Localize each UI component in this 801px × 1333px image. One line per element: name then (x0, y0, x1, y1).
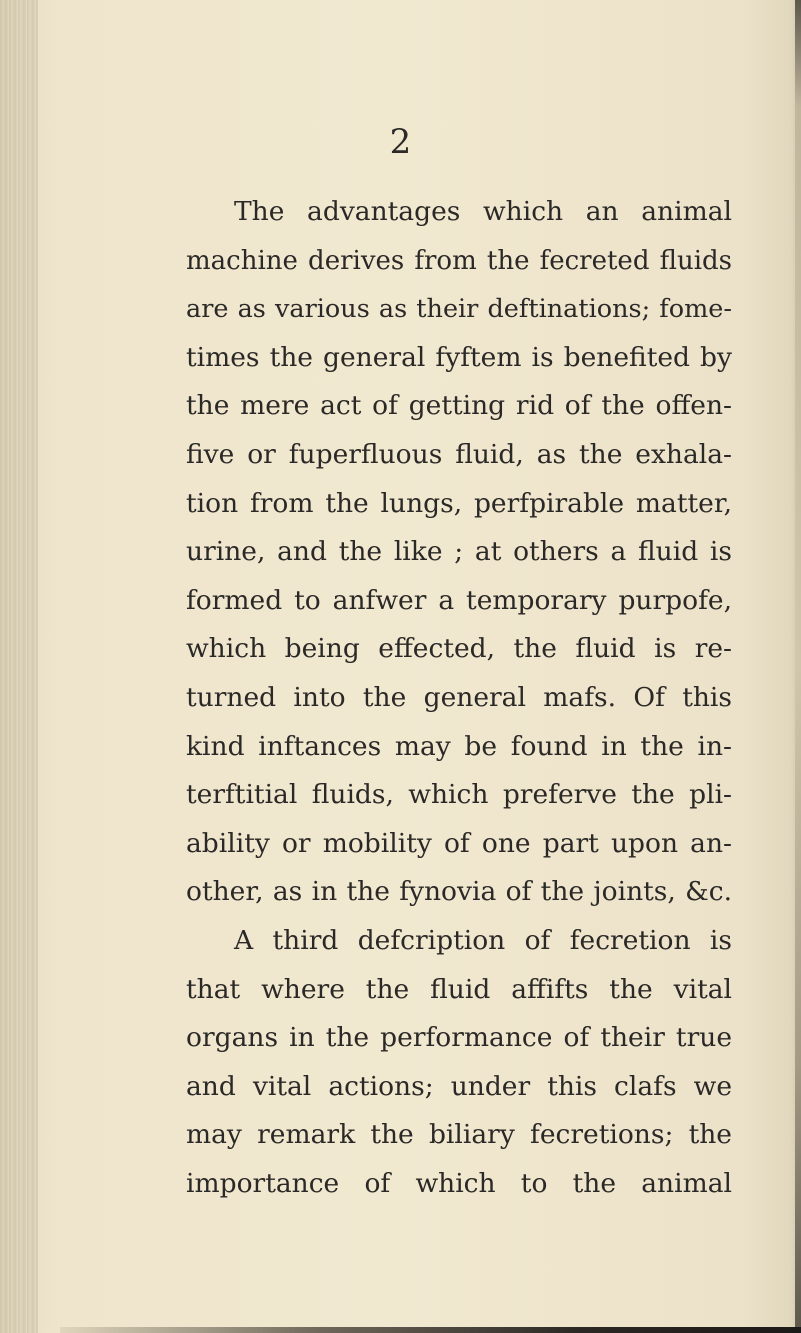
text-line: The advantages which an animal (234, 196, 732, 227)
text-line: that where the fluid affifts the vital (186, 973, 732, 1005)
text-line: the mere act of getting rid of the offen- (186, 390, 732, 422)
page-number: 2 (389, 122, 412, 162)
text-line: are as various as their deftinations; fome- (186, 294, 732, 325)
text-line: formed to anfwer a temporary purpofe, (186, 584, 732, 616)
page-edge-bottom (60, 1327, 801, 1333)
text-line: machine derives from the fecreted fluids (186, 245, 732, 276)
body-text (186, 188, 732, 1208)
text-line: importance of which to the animal (186, 1167, 732, 1199)
text-line: urine, and the like ; at others a fluid is (186, 536, 732, 568)
page-edge-right (795, 0, 801, 1333)
text-line: turned into the general mafs. Of this (186, 681, 732, 713)
text-line: may remark the biliary fecretions; the (186, 1119, 732, 1151)
text-line: which being effected, the fluid is re- (186, 633, 732, 665)
text-line: ability or mobility of one part upon an- (186, 827, 732, 859)
text-line: times the general fyftem is benefited by (186, 341, 732, 373)
text-line: A third defcription of fecretion is (234, 924, 732, 956)
text-line: tion from the lungs, perfpirable matter, (186, 487, 732, 519)
text-line: organs in the performance of their true (186, 1022, 732, 1054)
text-line: terftitial fluids, which preferve the pli- (186, 779, 732, 811)
text-line: five or fuperfluous fluid, as the exhala- (186, 438, 732, 470)
text-line: kind inftances may be found in the in- (186, 730, 732, 762)
text-line: other, as in the fynovia of the joints, &c. (186, 876, 732, 908)
page-gutter (0, 0, 38, 1333)
text-line: and vital actions; under this clafs we (186, 1070, 732, 1102)
